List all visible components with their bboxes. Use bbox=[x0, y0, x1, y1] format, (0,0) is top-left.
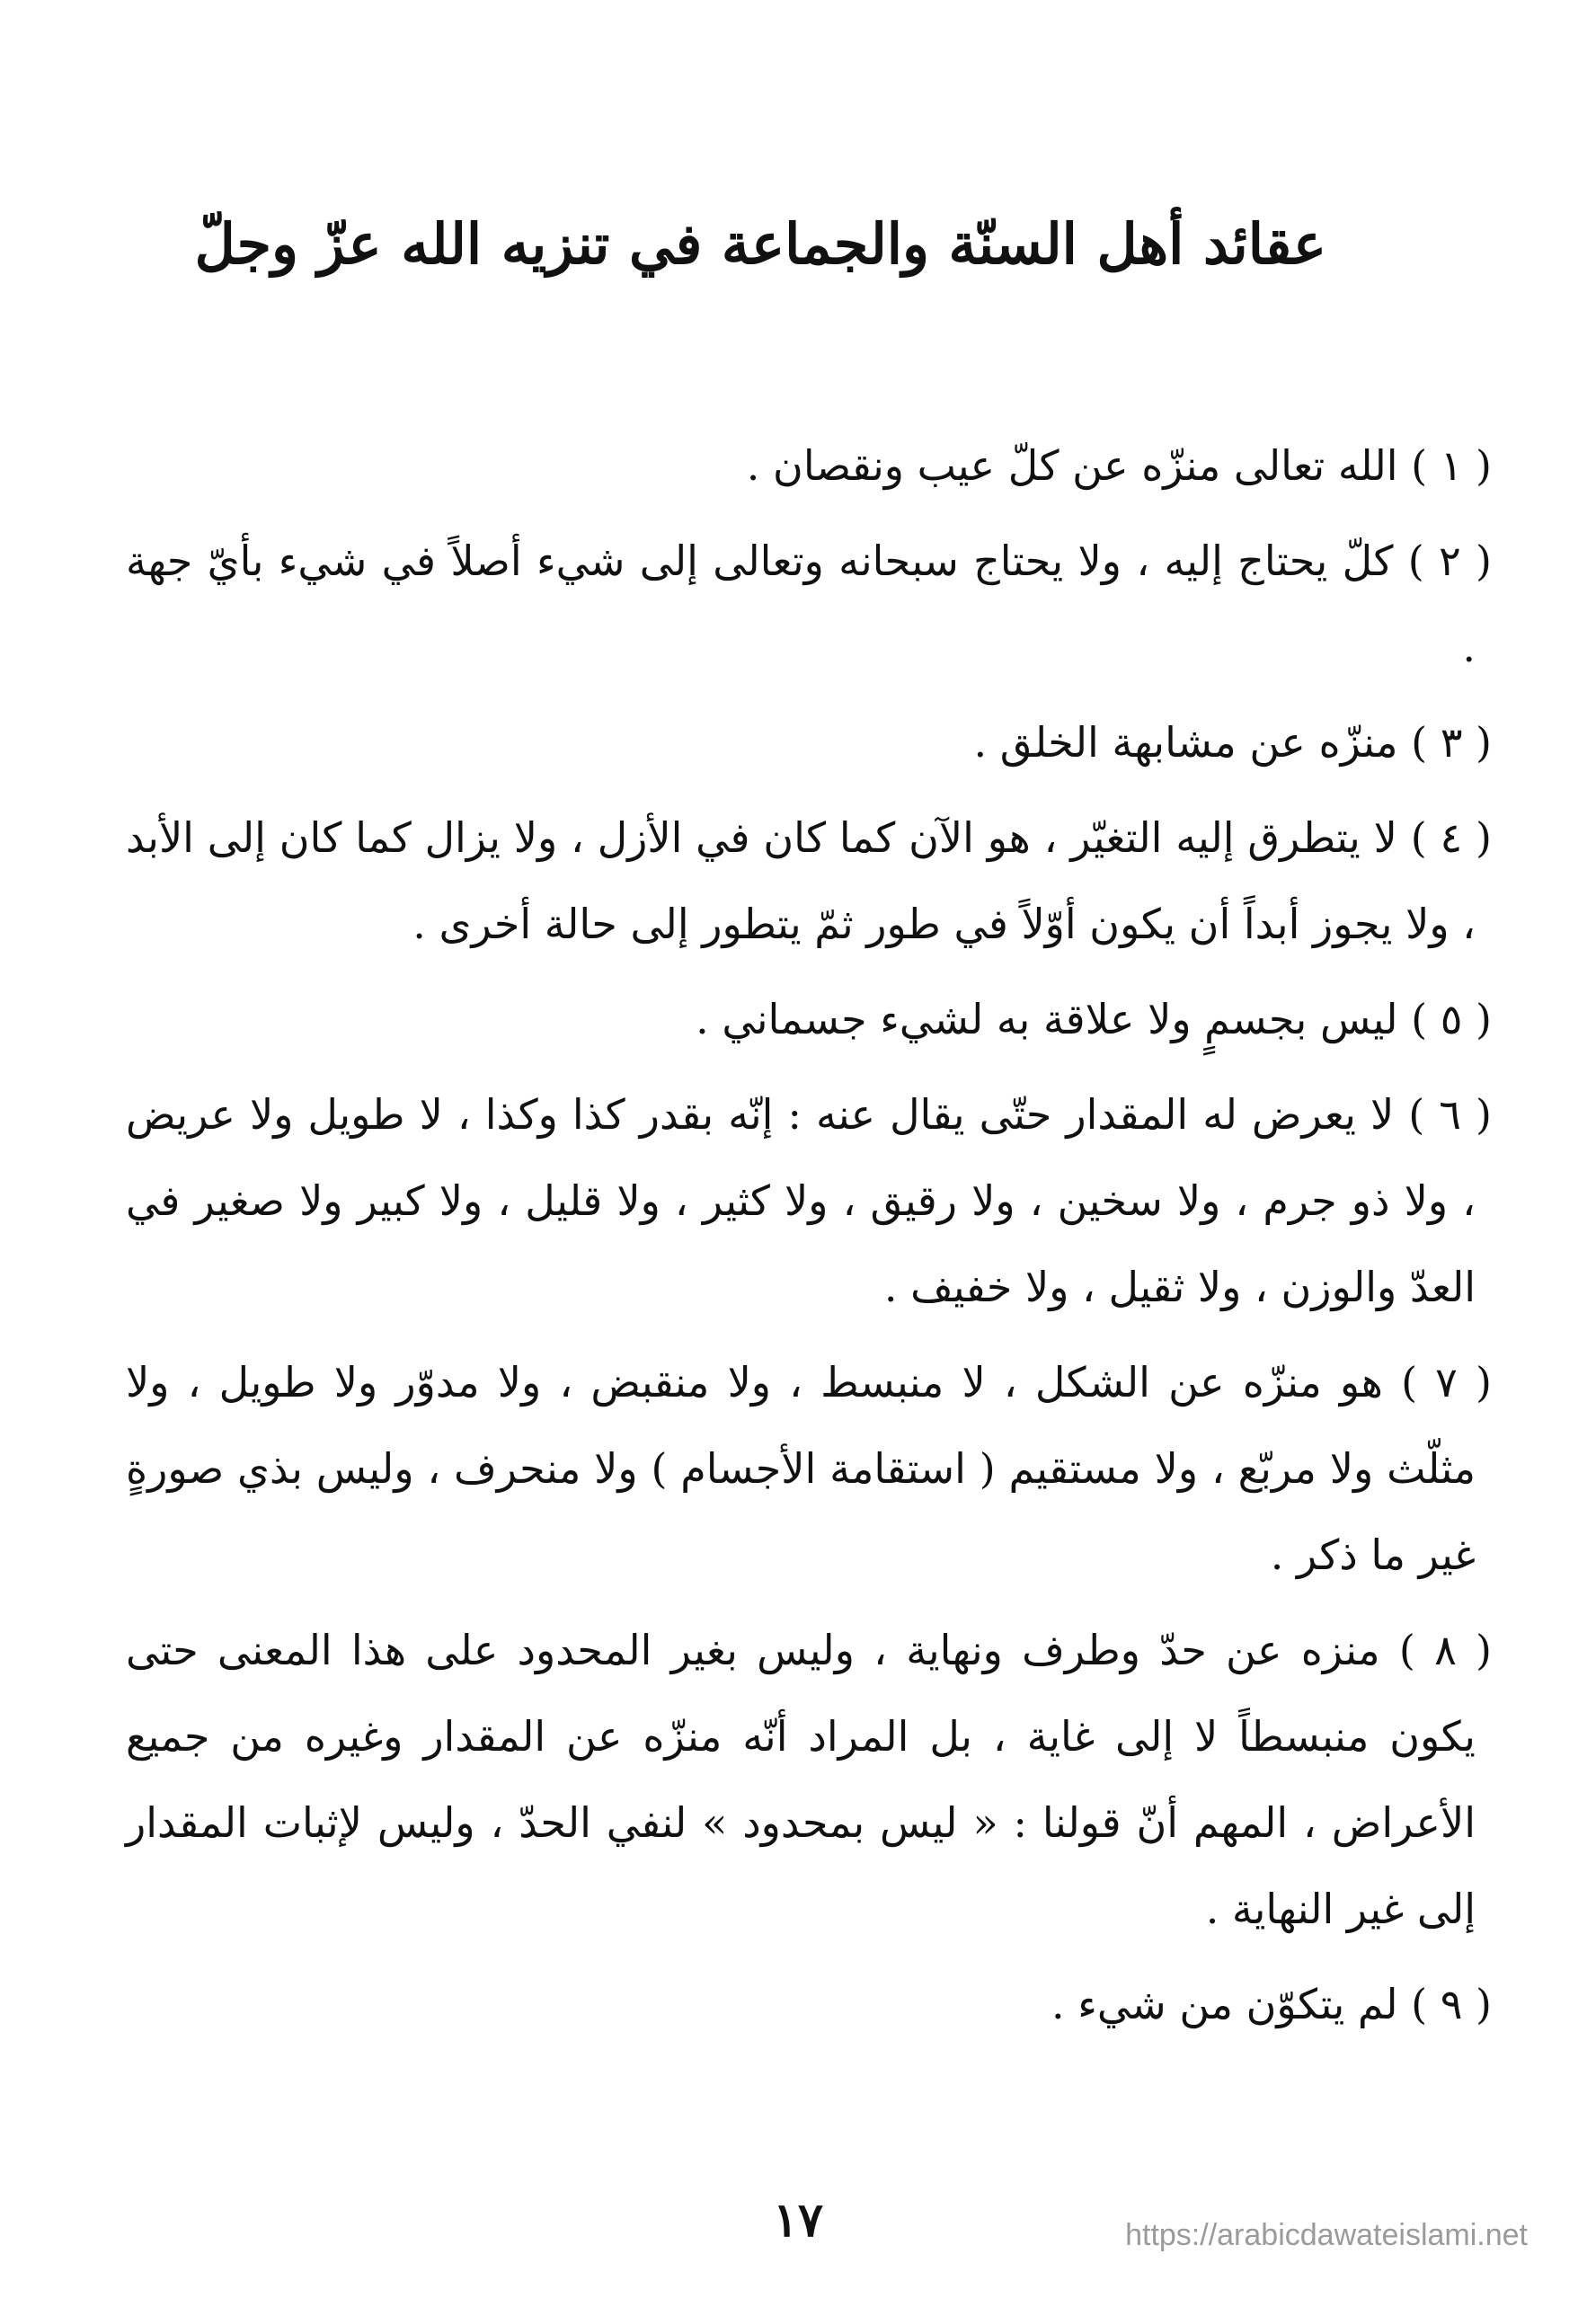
item-number: ( ٧ ) bbox=[1401, 1358, 1492, 1406]
item-text: كلّ يحتاج إليه ، ولا يحتاج سبحانه وتعالى إلى شيء أصلاً في شيء بأيّ جهة . bbox=[126, 537, 1476, 671]
belief-list bbox=[126, 422, 1492, 2056]
item-text: لا يعرض له المقدار حتّى يقال عنه : إنّه بقدر كذا وكذا ، لا طويل ولا عريض ، ولا ذو جرم ، ولا سخين ، ولا رقيق ، ولا كثير ، ولا قليل ، ولا كبير ولا صغير في العدّ والوزن ، ولا ثقيل ، ولا خفيف . bbox=[126, 1090, 1476, 1311]
item-number: ( ٨ ) bbox=[1398, 1626, 1492, 1674]
item-number: ( ٤ ) bbox=[1410, 813, 1492, 862]
item-text: ليس بجسمٍ ولا علاقة به لشيء جسماني . bbox=[696, 995, 1398, 1043]
watermark-url: https://arabicdawateislami.net bbox=[1125, 2218, 1528, 2252]
item-number: ( ٥ ) bbox=[1411, 995, 1492, 1043]
list-item-6 bbox=[126, 1071, 1492, 1330]
list-item-5 bbox=[126, 976, 1492, 1062]
list-item-3 bbox=[126, 699, 1492, 785]
item-text: هو منزّه عن الشكل ، لا منبسط ، ولا منقبض ، ولا مدوّر ولا طويل ، ولا مثلّث ولا مربّع ، ولا مستقيم ( استقامة الأجسام ) ولا منحرف ، وليس بذي صورةٍ غير ما ذكر . bbox=[126, 1358, 1476, 1579]
item-number: ( ٦ ) bbox=[1408, 1090, 1492, 1139]
item-text: لم يتكوّن من شيء . bbox=[1051, 1980, 1398, 2028]
item-text: منزه عن حدّ وطرف ونهاية ، وليس بغير المحدود على هذا المعنى حتى يكون منبسطاً لا إلى غاية ، بل المراد أنّه منزّه عن المقدار وغيره من جميع الأعراض ، المهم أنّ قولنا : « ليس بمحدود » لنفي الحدّ ، وليس لإثبات المقدار إلى غير النهاية . bbox=[126, 1626, 1476, 1933]
list-item-2 bbox=[126, 518, 1492, 690]
item-number: ( ٩ ) bbox=[1411, 1980, 1492, 2028]
item-text: منزّه عن مشابهة الخلق . bbox=[973, 718, 1398, 767]
item-number: ( ٢ ) bbox=[1407, 537, 1493, 585]
item-text: الله تعالى منزّه عن كلّ عيب ونقصان . bbox=[746, 441, 1398, 490]
item-number: ( ٣ ) bbox=[1411, 718, 1492, 767]
page-title: عقائد أهل السنّة والجماعة في تنزيه الله عزّ وجلّ bbox=[194, 211, 1326, 277]
list-item-8 bbox=[126, 1607, 1492, 1952]
list-item-1 bbox=[126, 422, 1492, 509]
page-number: ١٧ bbox=[773, 2193, 823, 2248]
list-item-7 bbox=[126, 1339, 1492, 1598]
list-item-4 bbox=[126, 794, 1492, 967]
item-text: لا يتطرق إليه التغيّر ، هو الآن كما كان في الأزل ، ولا يزال كما كان إلى الأبد ، ولا يجوز أبداً أن يكون أوّلاً في طور ثمّ يتطور إلى حالة أخرى . bbox=[126, 813, 1476, 948]
item-number: ( ١ ) bbox=[1411, 441, 1492, 490]
list-item-9 bbox=[126, 1961, 1492, 2047]
